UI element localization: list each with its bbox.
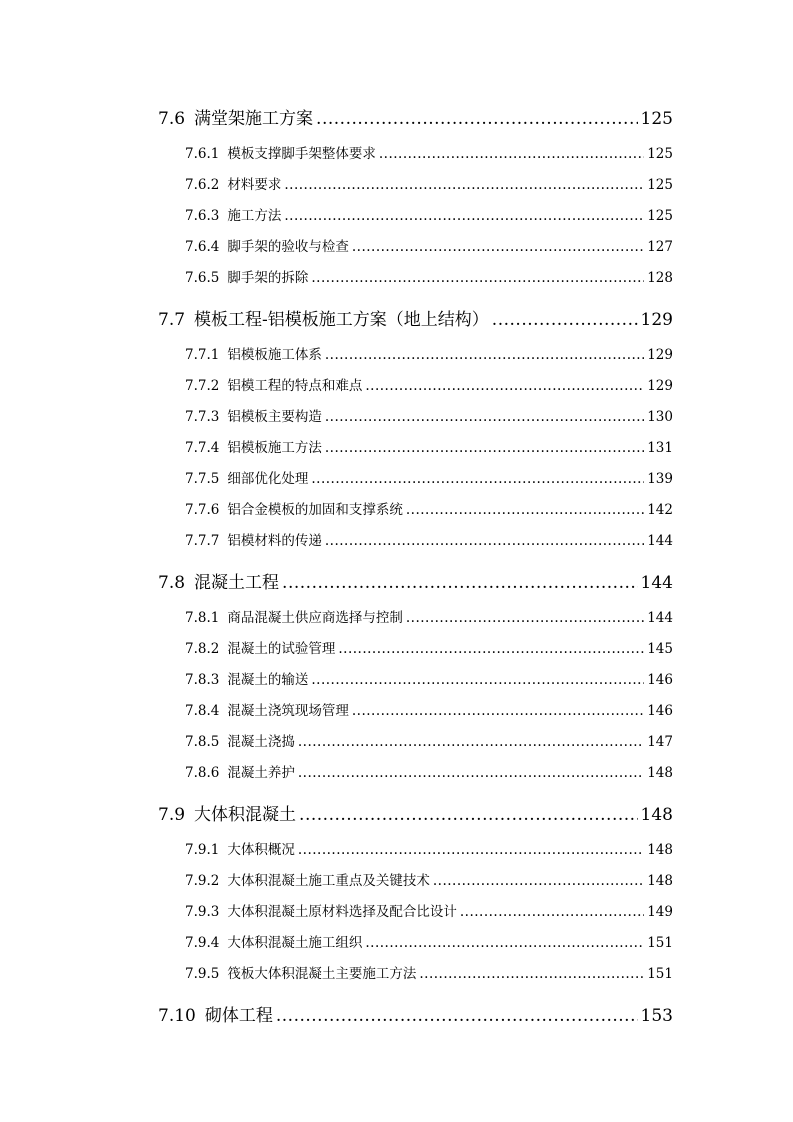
toc-subsection-entry[interactable] [185, 204, 673, 224]
toc-page-number: 146 [647, 703, 673, 719]
toc-page-number: 125 [647, 177, 673, 193]
toc-title: 大体积混凝土 [194, 805, 297, 825]
toc-subsection-entry[interactable] [185, 142, 673, 162]
dot-leader [316, 109, 638, 129]
toc-title: 大体积混凝土施工组织 [227, 935, 363, 951]
toc-page-number: 146 [647, 672, 673, 688]
toc-page-number: 125 [647, 146, 673, 162]
toc-section-entry[interactable] [158, 800, 673, 824]
dot-leader [406, 502, 644, 518]
dot-leader [284, 208, 644, 224]
toc-page-number: 148 [647, 765, 673, 781]
toc-page-number: 125 [640, 109, 673, 129]
toc-number: 7.9.2 [185, 873, 220, 889]
toc-title: 混凝土浇筑现场管理 [227, 703, 349, 719]
toc-title: 混凝土的试验管理 [227, 641, 336, 657]
toc-subsection-entry[interactable] [185, 699, 673, 719]
dot-leader [406, 610, 644, 626]
toc-subsection-entry[interactable] [185, 266, 673, 286]
toc-subsection-entry[interactable] [185, 235, 673, 255]
toc-page-number: 142 [647, 502, 673, 518]
toc-page-number: 125 [647, 208, 673, 224]
dot-leader [299, 805, 638, 825]
toc-page-number: 144 [647, 533, 673, 549]
toc-title: 商品混凝土供应商选择与控制 [227, 610, 403, 626]
toc-subsection-entry[interactable] [185, 730, 673, 750]
dot-leader [298, 765, 644, 781]
toc-title: 铝模材料的传递 [227, 533, 322, 549]
toc-section-entry[interactable] [158, 568, 673, 592]
toc-page-number: 144 [640, 573, 673, 593]
toc-number: 7.9.1 [185, 842, 220, 858]
toc-title: 混凝土浇捣 [227, 734, 295, 750]
toc-subsection-entry[interactable] [185, 637, 673, 657]
toc-subsection-entry[interactable] [185, 931, 673, 951]
toc-title: 铝模板主要构造 [227, 409, 322, 425]
toc-section-entry[interactable] [158, 305, 673, 329]
toc-subsection-entry[interactable] [185, 405, 673, 425]
toc-number: 7.8.1 [185, 610, 220, 626]
dot-leader [311, 270, 644, 286]
toc-number: 7.7.3 [185, 409, 220, 425]
dot-leader [298, 842, 644, 858]
toc-title: 满堂架施工方案 [194, 109, 314, 129]
toc-title: 脚手架的拆除 [227, 270, 309, 286]
toc-page-number: 148 [640, 805, 673, 825]
toc-page-number: 129 [640, 310, 673, 330]
dot-leader [492, 310, 638, 330]
toc-title: 混凝土养护 [227, 765, 295, 781]
dot-leader [352, 239, 644, 255]
toc-page-number: 127 [647, 239, 673, 255]
dot-leader [284, 177, 644, 193]
toc-page-number: 128 [647, 270, 673, 286]
toc-title: 大体积概况 [227, 842, 295, 858]
dot-leader [276, 1006, 638, 1026]
toc-number: 7.9.5 [185, 966, 220, 982]
toc-title: 铝模板施工体系 [227, 347, 322, 363]
toc-number: 7.6.4 [185, 239, 220, 255]
toc-number: 7.9.4 [185, 935, 220, 951]
toc-subsection-entry[interactable] [185, 529, 673, 549]
dot-leader [325, 347, 644, 363]
dot-leader [325, 440, 644, 456]
toc-number: 7.10 [158, 1006, 196, 1026]
toc-title: 混凝土工程 [194, 573, 280, 593]
toc-page-number: 147 [647, 734, 673, 750]
toc-title: 铝模工程的特点和难点 [227, 378, 363, 394]
toc-page-number: 144 [647, 610, 673, 626]
toc-title: 施工方法 [227, 208, 282, 224]
toc-page-number: 151 [647, 935, 673, 951]
dot-leader [282, 573, 638, 593]
toc-number: 7.6.2 [185, 177, 220, 193]
dot-leader [325, 409, 644, 425]
toc-title: 大体积混凝土施工重点及关键技术 [227, 873, 430, 889]
toc-number: 7.6 [158, 109, 186, 129]
toc-title: 细部优化处理 [227, 471, 309, 487]
toc-number: 7.7.6 [185, 502, 220, 518]
toc-subsection-entry[interactable] [185, 838, 673, 858]
dot-leader [325, 533, 644, 549]
toc-section-entry[interactable] [158, 104, 673, 128]
dot-leader [433, 873, 644, 889]
toc-number: 7.8.2 [185, 641, 220, 657]
dot-leader [352, 703, 644, 719]
dot-leader [311, 672, 644, 688]
toc-subsection-entry[interactable] [185, 668, 673, 688]
toc-title: 混凝土的输送 [227, 672, 309, 688]
toc-title: 砌体工程 [204, 1006, 273, 1026]
toc-page-number: 149 [647, 904, 673, 920]
toc-number: 7.6.1 [185, 146, 220, 162]
toc-title: 模板支撑脚手架整体要求 [227, 146, 376, 162]
toc-number: 7.6.5 [185, 270, 220, 286]
toc-subsection-entry[interactable] [185, 900, 673, 920]
toc-page-number: 151 [647, 966, 673, 982]
toc-page-number: 148 [647, 873, 673, 889]
toc-number: 7.9 [158, 805, 186, 825]
toc-number: 7.8.3 [185, 672, 220, 688]
toc-page-number: 131 [647, 440, 673, 456]
toc-number: 7.8 [158, 573, 186, 593]
toc-number: 7.7.7 [185, 533, 220, 549]
toc-number: 7.7 [158, 310, 186, 330]
toc-subsection-entry[interactable] [185, 173, 673, 193]
toc-subsection-entry[interactable] [185, 467, 673, 487]
toc-number: 7.7.4 [185, 440, 220, 456]
toc-number: 7.9.3 [185, 904, 220, 920]
toc-subsection-entry[interactable] [185, 869, 673, 889]
toc-title: 材料要求 [227, 177, 282, 193]
toc-subsection-entry[interactable] [185, 606, 673, 626]
toc-number: 7.7.5 [185, 471, 220, 487]
toc-title: 脚手架的验收与检查 [227, 239, 349, 255]
toc-number: 7.8.6 [185, 765, 220, 781]
dot-leader [365, 378, 644, 394]
toc-page-number: 130 [647, 409, 673, 425]
toc-title: 铝合金模板的加固和支撑系统 [227, 502, 403, 518]
toc-number: 7.8.4 [185, 703, 220, 719]
toc-number: 7.8.5 [185, 734, 220, 750]
toc-title: 铝模板施工方法 [227, 440, 322, 456]
toc-subsection-entry[interactable] [185, 436, 673, 456]
toc-subsection-entry[interactable] [185, 374, 673, 394]
toc-page-number: 153 [640, 1006, 673, 1026]
toc-number: 7.7.2 [185, 378, 220, 394]
toc-title: 模板工程-铝模板施工方案（地上结构） [194, 310, 489, 330]
toc-subsection-entry[interactable] [185, 962, 673, 982]
toc-subsection-entry[interactable] [185, 761, 673, 781]
toc-number: 7.7.1 [185, 347, 220, 363]
toc-title: 大体积混凝土原材料选择及配合比设计 [227, 904, 457, 920]
dot-leader [460, 904, 644, 920]
toc-page-number: 129 [647, 347, 673, 363]
toc-page-number: 139 [647, 471, 673, 487]
toc-title: 筏板大体积混凝土主要施工方法 [227, 966, 417, 982]
dot-leader [338, 641, 644, 657]
dot-leader [379, 146, 644, 162]
toc-page-number: 129 [647, 378, 673, 394]
dot-leader [311, 471, 644, 487]
toc-subsection-entry[interactable] [185, 343, 673, 363]
dot-leader [365, 935, 644, 951]
toc-number: 7.6.3 [185, 208, 220, 224]
dot-leader [419, 966, 644, 982]
dot-leader [298, 734, 644, 750]
toc-page-number: 145 [647, 641, 673, 657]
toc-subsection-entry[interactable] [185, 498, 673, 518]
toc-page-number: 148 [647, 842, 673, 858]
toc-section-entry[interactable] [158, 1001, 673, 1025]
